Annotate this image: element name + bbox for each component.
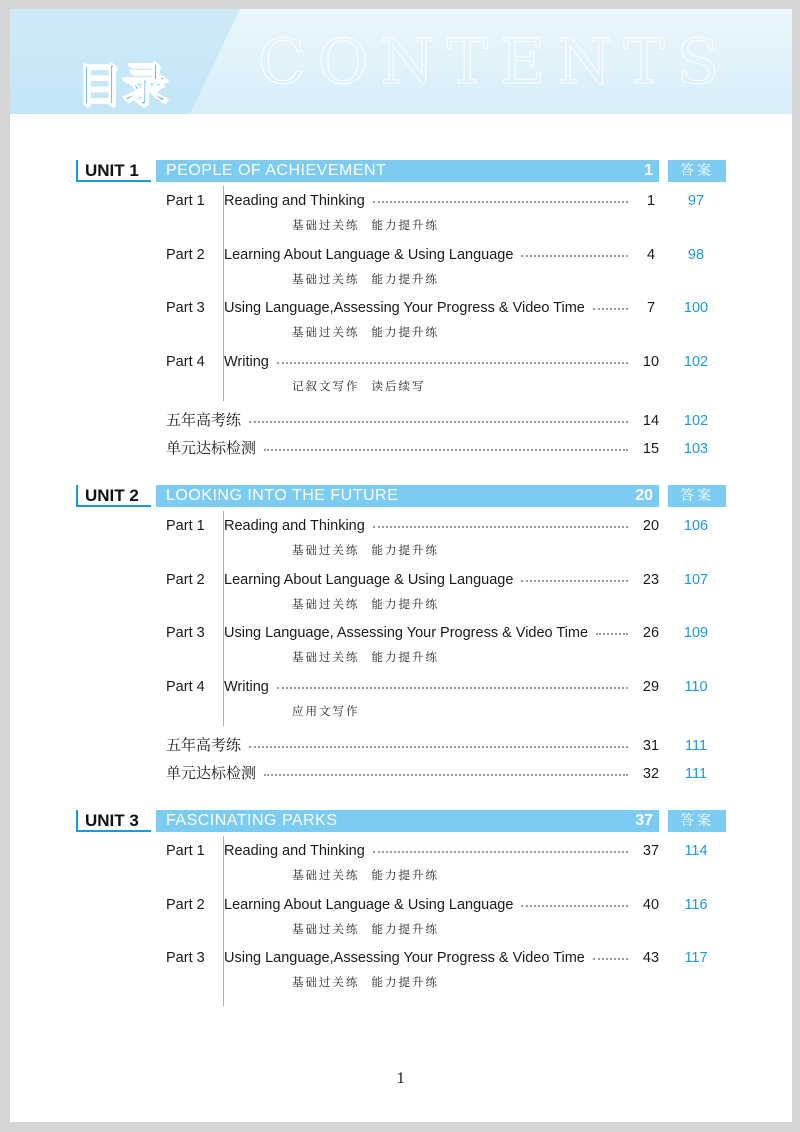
- answer-page: 110: [684, 678, 708, 695]
- exercise-types: [292, 649, 439, 665]
- part-label: Part 2: [166, 571, 205, 588]
- toc-entry[interactable]: [76, 570, 726, 590]
- entry-title: Using Language,Assessing Your Progress & Video Time: [224, 298, 591, 318]
- leader-dots: [264, 449, 628, 451]
- entry-page: 7: [646, 300, 656, 316]
- unit-header: [76, 160, 726, 182]
- answer-page: 100: [683, 300, 709, 316]
- unit-section: [76, 485, 726, 782]
- exercise-type: 能力提升练: [371, 868, 439, 882]
- leader-dots: [249, 421, 628, 423]
- leader-dots: [593, 958, 628, 960]
- exercise-type: 基础过关练: [292, 218, 360, 232]
- entry-title: Using Language,Assessing Your Progress & Video Time: [224, 948, 591, 968]
- toc-entry[interactable]: [76, 623, 726, 643]
- answer-header: 答案: [668, 160, 726, 182]
- toc-entry[interactable]: [76, 895, 726, 915]
- exercise-type: 基础过关练: [292, 271, 360, 286]
- entry-title: Using Language, Assessing Your Progress & Video Time: [224, 623, 594, 643]
- part-label: Part 2: [166, 246, 205, 263]
- unit-header: [76, 485, 726, 507]
- exercise-type: 能力提升练: [371, 975, 439, 989]
- toc-entry[interactable]: [76, 439, 726, 459]
- toc-page: [10, 9, 792, 1122]
- unit-title-bar[interactable]: [156, 485, 659, 507]
- leader-dots: [596, 633, 628, 635]
- unit-label: UNIT 1: [76, 160, 151, 182]
- unit-title-bar[interactable]: [156, 160, 659, 182]
- exercise-type: 记叙文写作: [292, 378, 360, 393]
- answer-page: 103: [683, 441, 709, 457]
- toc-entry[interactable]: [76, 191, 726, 211]
- entry-title: 单元达标检测: [166, 439, 262, 459]
- entry-page: 32: [642, 766, 660, 782]
- toc-entry[interactable]: [76, 948, 726, 968]
- unit-page: 20: [635, 487, 653, 504]
- part-label: Part 2: [166, 896, 205, 913]
- entry-title: Reading and Thinking: [224, 191, 371, 211]
- leader-dots: [521, 580, 628, 582]
- part-label: Part 4: [166, 353, 205, 370]
- divider-line: [223, 836, 224, 1006]
- exercise-types: [292, 378, 426, 394]
- toc-entry[interactable]: [76, 245, 726, 265]
- answer-page: 109: [683, 625, 709, 641]
- entry-page: 40: [642, 896, 660, 913]
- exercise-type: 基础过关练: [292, 921, 360, 936]
- exercise-type: 能力提升练: [371, 218, 439, 232]
- answer-page: 111: [684, 738, 708, 754]
- exercise-types: [292, 542, 439, 558]
- entry-title: 五年高考练: [166, 736, 247, 756]
- unit-title: FASCINATING PARKS: [166, 812, 338, 829]
- part-label: Part 1: [166, 843, 205, 859]
- entry-page: 43: [642, 950, 660, 966]
- exercise-type: 基础过关练: [292, 543, 360, 557]
- answer-page: 117: [684, 950, 708, 966]
- entry-title: Writing: [224, 677, 275, 697]
- part-label: Part 1: [166, 193, 205, 209]
- toc-entry[interactable]: [76, 764, 726, 784]
- part-label: Part 3: [166, 950, 205, 966]
- entry-page: 4: [646, 246, 656, 263]
- toc-entry[interactable]: [76, 411, 726, 431]
- leader-dots: [521, 905, 628, 907]
- unit-section: [76, 160, 726, 457]
- entry-title: Learning About Language & Using Language: [224, 895, 519, 915]
- part-label: Part 3: [166, 625, 205, 641]
- entry-page: 29: [642, 678, 660, 695]
- toc-entry[interactable]: [76, 677, 726, 697]
- unit-page: 37: [635, 812, 653, 829]
- part-label: Part 1: [166, 518, 205, 534]
- toc-entry[interactable]: [76, 736, 726, 756]
- leader-dots: [277, 687, 628, 689]
- entry-title: Learning About Language & Using Language: [224, 570, 519, 590]
- answer-page: 111: [684, 766, 708, 782]
- unit-title: LOOKING INTO THE FUTURE: [166, 487, 399, 504]
- page-title: 目录: [76, 58, 168, 112]
- answer-header: 答案: [668, 485, 726, 507]
- exercise-types: [292, 867, 439, 883]
- leader-dots: [264, 774, 628, 776]
- unit-label: UNIT 3: [76, 810, 151, 832]
- answer-header: 答案: [668, 810, 726, 832]
- leader-dots: [373, 851, 628, 853]
- unit-label: UNIT 2: [76, 485, 151, 507]
- exercise-type: 能力提升练: [371, 325, 439, 339]
- exercise-types: [292, 703, 360, 719]
- answer-page: 98: [687, 246, 705, 263]
- exercise-type: 能力提升练: [371, 543, 439, 557]
- divider-line: [223, 511, 224, 726]
- toc-entry[interactable]: [76, 516, 726, 536]
- leader-dots: [593, 308, 628, 310]
- leader-dots: [373, 526, 628, 528]
- answer-page: 102: [683, 413, 709, 429]
- unit-header: [76, 810, 726, 832]
- entry-page: 20: [642, 518, 660, 534]
- exercise-type: 基础过关练: [292, 650, 360, 664]
- answer-page: 106: [683, 518, 709, 534]
- entry-page: 10: [642, 353, 660, 370]
- answer-page: 107: [683, 571, 709, 588]
- part-label: Part 4: [166, 678, 205, 695]
- entry-title: Reading and Thinking: [224, 841, 371, 861]
- exercise-types: [292, 217, 439, 233]
- leader-dots: [249, 746, 628, 748]
- entry-title: 单元达标检测: [166, 764, 262, 784]
- contents-watermark: CONTENTS: [258, 25, 732, 98]
- unit-title-bar[interactable]: [156, 810, 659, 832]
- entry-page: 23: [642, 571, 660, 588]
- exercise-type: 能力提升练: [371, 650, 439, 664]
- answer-page: 116: [684, 896, 708, 913]
- exercise-type: 基础过关练: [292, 325, 360, 339]
- answer-page: 114: [684, 843, 708, 859]
- exercise-type: 能力提升练: [371, 271, 439, 286]
- divider-line: [223, 186, 224, 401]
- exercise-type: 基础过关练: [292, 868, 360, 882]
- exercise-type: 应用文写作: [292, 703, 360, 718]
- toc-entry[interactable]: [76, 352, 726, 372]
- exercise-type: 能力提升练: [371, 921, 439, 936]
- leader-dots: [373, 201, 628, 203]
- exercise-type: 基础过关练: [292, 975, 360, 989]
- entry-page: 1: [646, 193, 656, 209]
- entry-title: Writing: [224, 352, 275, 372]
- unit-page: 1: [644, 162, 653, 179]
- answer-page: 102: [683, 353, 709, 370]
- leader-dots: [277, 362, 628, 364]
- exercise-type: 能力提升练: [371, 596, 439, 611]
- exercise-types: [292, 271, 439, 287]
- entry-page: 31: [642, 738, 660, 754]
- leader-dots: [521, 255, 628, 257]
- exercise-types: [292, 921, 439, 937]
- exercise-type: 读后续写: [371, 378, 426, 393]
- exercise-types: [292, 324, 439, 340]
- exercise-type: 基础过关练: [292, 596, 360, 611]
- page-number: 1: [396, 1071, 406, 1087]
- answer-page: 97: [687, 193, 705, 209]
- unit-section: [76, 810, 726, 989]
- entry-title: 五年高考练: [166, 411, 247, 431]
- exercise-types: [292, 974, 439, 990]
- toc-entry[interactable]: [76, 298, 726, 318]
- entry-page: 37: [642, 843, 660, 859]
- entry-title: Learning About Language & Using Language: [224, 245, 519, 265]
- entry-title: Reading and Thinking: [224, 516, 371, 536]
- toc-entry[interactable]: [76, 841, 726, 861]
- entry-page: 26: [642, 625, 660, 641]
- unit-title: PEOPLE OF ACHIEVEMENT: [166, 162, 387, 179]
- entry-page: 15: [642, 441, 660, 457]
- exercise-types: [292, 596, 439, 612]
- part-label: Part 3: [166, 300, 205, 316]
- entry-page: 14: [642, 413, 660, 429]
